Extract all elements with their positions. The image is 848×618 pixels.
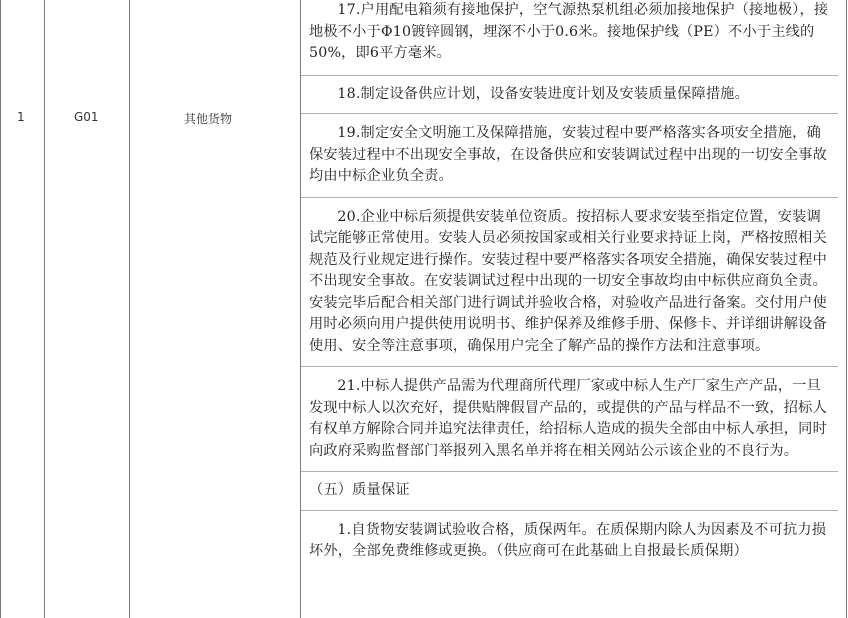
table-border [0, 0, 1, 618]
section-heading: （五）质量保证 [301, 472, 838, 511]
requirement-item-21: 21.中标人提供产品需为代理商所代理厂家或中标人生产厂家生产产品，一旦发现中标人以次充好，提供贴牌假冒产品的，或提供的产品与样品不一致，招标人有权单方解除合同并追究法律责任，给招标人造成的损失全部由中标人承担，同时向政府采购监督部门举报列入黑名单并将在相关网站公示该企业的不良行为。 [301, 367, 838, 472]
item-code: G01 [74, 110, 99, 124]
table-border [846, 0, 847, 618]
requirements-cell [301, 0, 838, 567]
row-number: 1 [17, 110, 25, 124]
requirement-item-20: 20.企业中标后须提供安装单位资质。按招标人要求安装至指定位置，安装调试完能够正常使用。安装人员必须按国家或相关行业要求持证上岗，严格按照相关规范及行业规定进行操作。安装过程中要严格落实各项安全措施，确保安装过程中不出现安全事故。在安装调试过程中出现的一切安全事故均由中标供应商负全责。安装完毕后配合相关部门进行调试并验收合格，对验收产品进行备案。交付用户使用时必须向用户提供使用说明书、维护保养及维修手册、保修卡、并详细讲解设备使用、安全等注意事项，确保用户完全了解产品的操作方法和注意事项。 [301, 198, 838, 368]
requirement-item-17: 17.户用配电箱须有接地保护，空气源热泵机组必须加接地保护（接地极），接地极不小于Φ10镀锌圆钢，埋深不小于0.6米。接地保护线（PE）不小于主线的50%，即6平方毫米。 [301, 0, 838, 76]
requirement-item-18: 18.制定设备供应计划，设备安装进度计划及安装质量保障措施。 [301, 76, 838, 115]
requirement-item-19: 19.制定安全文明施工及保障措施，安装过程中要严格落实各项安全措施，确保安装过程中不出现安全事故，在设备供应和安装调试过程中出现的一切安全事故均由中标企业负全责。 [301, 114, 838, 198]
item-name: 其他货物 [184, 112, 233, 126]
table-divider [44, 0, 45, 618]
quality-item-1: 1.自货物安装调试验收合格，质保两年。在质保期内除人为因素及不可抗力损坏外，全部免费维修或更换。（供应商可在此基础上自报最长质保期） [309, 521, 827, 559]
table-divider [129, 0, 130, 618]
